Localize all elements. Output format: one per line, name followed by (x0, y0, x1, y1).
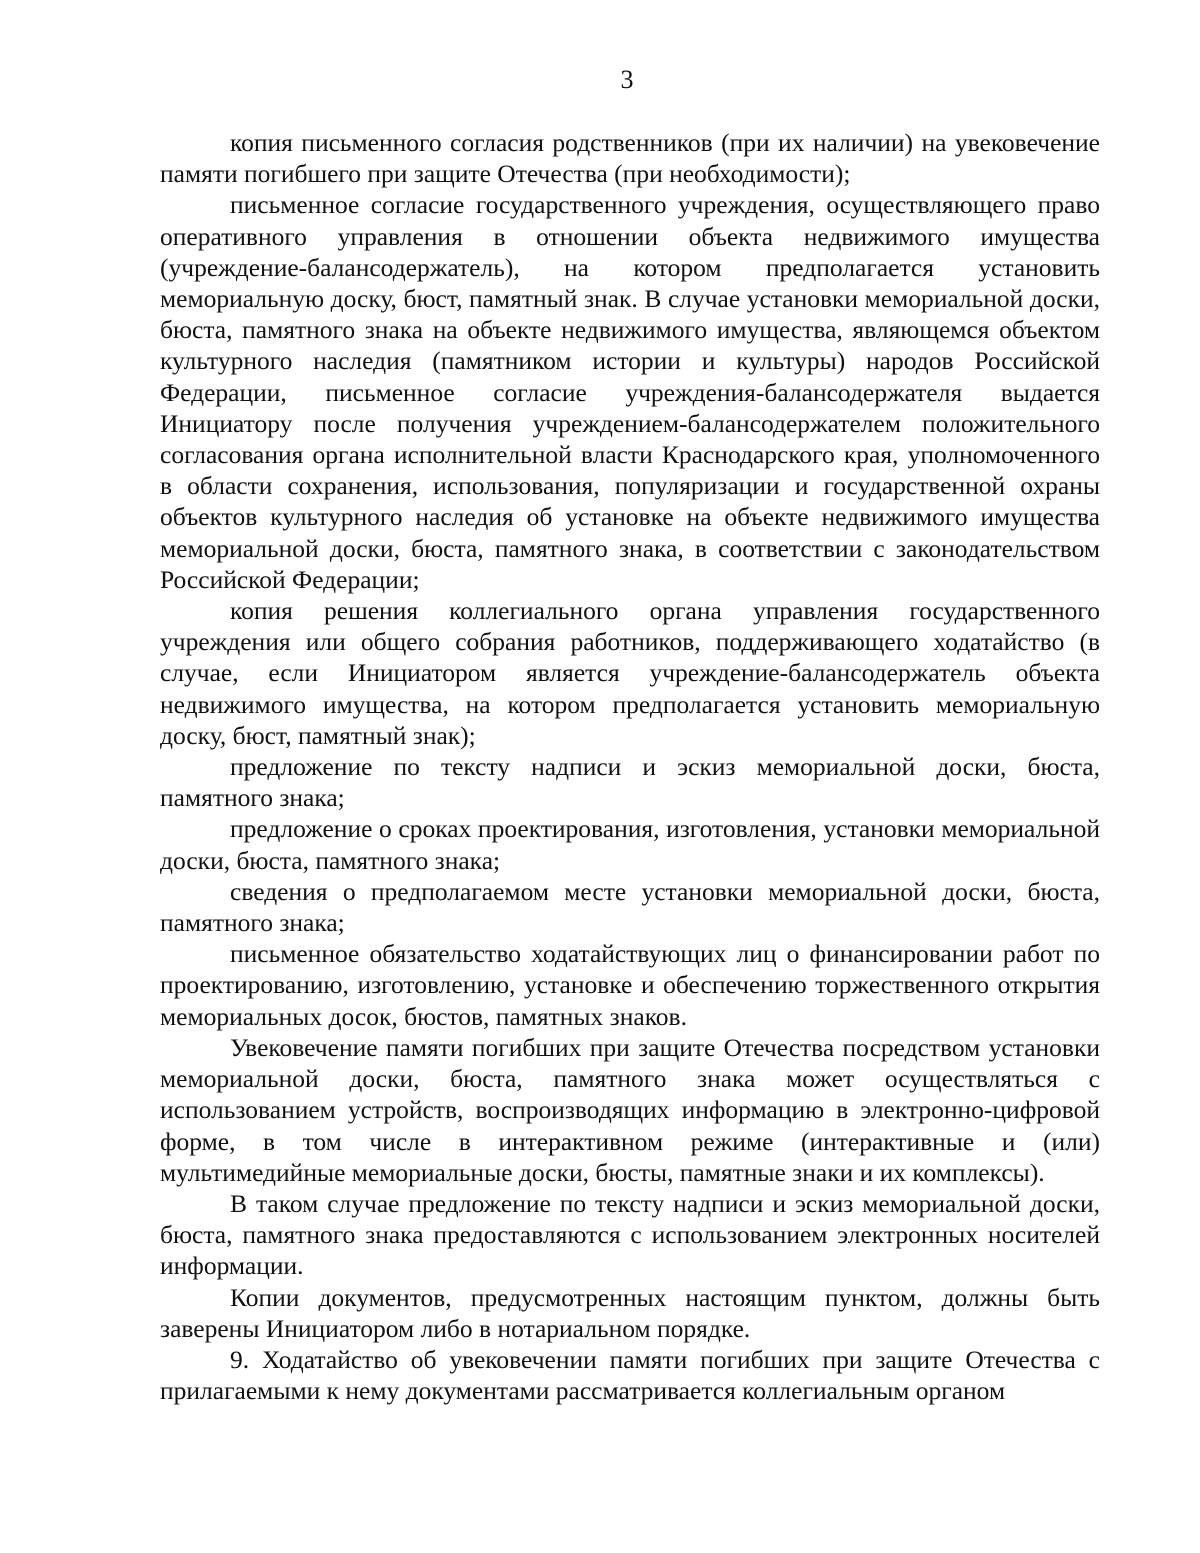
paragraph-relatives-consent: копия письменного согласия родственников (при их наличии) на увековечение памяти погибшего при защите Отечества (при необходимости); (160, 128, 1100, 189)
paragraph-financing: письменное обязательство ходатайствующих лиц о финансировании работ по проектированию, изготовлению, установке и обеспечению торжественного открытия мемориальных досок, бюстов, памятных знаков. (160, 939, 1100, 1031)
paragraph-item-9: 9. Ходатайство об увековечении памяти погибших при защите Отечества с прилагаемыми к нему документами рассматривается коллегиальным органом (160, 1344, 1100, 1406)
paragraph-certification: Копии документов, предусмотренных настоящим пунктом, должны быть заверены Инициатором либо в нотариальном порядке. (160, 1282, 1100, 1343)
paragraph-institution-consent: письменное согласие государственного учреждения, осуществляющего право оперативного управления в отношении объекта недвижимого имущества (учреждение-балансодержатель), на котором предполагается установить мемориальную доску, бюст, памятный знак. В случае установки мемориальной доски, бюста, памятного знака на объекте недвижимого имущества, являющемся объектом культурного наследия (памятником истории и культуры) народов Российской Федерации, письменное согласие учреждения-балансодержателя выдается Инициатору после получения учреждением-балансодержателем положительного согласования органа исполнительной власти Краснодарского края, уполномоченного в области сохранения, использования, популяризации и государственной охраны объектов культурного наследия об установке на объекте недвижимого имущества мемориальной доски, бюста, памятного знака, в соответствии с законодательством Российской Федерации; (160, 190, 1100, 594)
paragraph-electronic-devices: Увековечение памяти погибших при защите Отечества посредством установки мемориальной доски, бюста, памятного знака может осуществляться с использованием устройств, воспроизводящих информацию в электронно-цифровой форме, в том числе в интерактивном режиме (интерактивные и (или) мультимедийные мемориальные доски, бюсты, памятные знаки и их комплексы). (160, 1032, 1100, 1187)
page-number: 3 (620, 65, 634, 94)
paragraph-location: сведения о предполагаемом месте установки мемориальной доски, бюста, памятного знака; (160, 876, 1100, 938)
paragraph-electronic-media: В таком случае предложение по тексту надписи и эскиз мемориальной доски, бюста, памятного знака предоставляются с использованием электронных носителей информации. (160, 1188, 1100, 1281)
paragraph-collegial-decision: копия решения коллегиального органа управления государственного учреждения или общего собрания работников, поддерживающего ходатайство (в случае, если Инициатором является учреждение-балансодержатель объекта недвижимого имущества, на котором предполагается установить мемориальную доску, бюст, памятный знак); (160, 596, 1100, 750)
paragraph-inscription-sketch: предложение по тексту надписи и эскиз мемориальной доски, бюста, памятного знака; (160, 752, 1100, 813)
document-body (160, 127, 1100, 1406)
paragraph-terms: предложение о сроках проектирования, изготовления, установки мемориальной доски, бюста, памятного знака; (160, 814, 1100, 875)
